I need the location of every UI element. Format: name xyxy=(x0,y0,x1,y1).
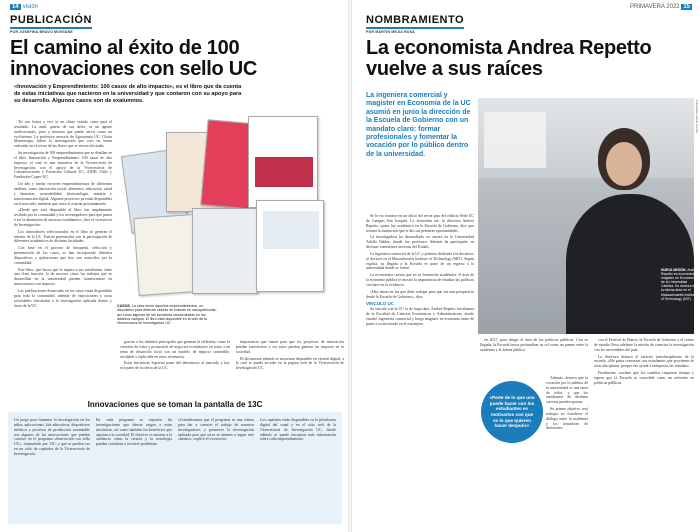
brochures-image xyxy=(116,112,344,302)
section-name: visión xyxy=(22,4,39,10)
article-column-right-1: Se le vio reunirse en un oficio del tercer piso del edificio Sede UC de Campus San Joaquín. Lo recuerdan así: la directora Andrea Repetto, quien fue académica en la Escuela de Gobierno, dice que retoma la institución que le dio sus primeras oportunidades. La investigadora ha desarrollado su carrera en la Universidad Adolfo Ibáñez, donde fue profesora. Además ha participado en diversas comisiones asesoras del Estado. La ingeniera comercial de la UC y primero dedicada a la docencia, se doctoró en el Massachusetts Institute of Technology (MIT). Según explica, su llegada a la Escuela es parte de un regreso a la universidad donde se formó. La economista cuenta que en su formación académica, el área de la economía pública le mostró la importancia de estudiar las políticas con base en la evidencia. «Hay temas en los que debo trabajar para que sea una perspectiva desde la Escuela de Gobierno», dice. VÍNCULO UC Su vínculo con la UC es de larga data. Andrea Repetto fue alumna de la Facultad de Ciencias Económicas y Administrativas, donde estudió ingeniería comercial y luego magíster en economía antes de partir a su doctorado en el extranjero. xyxy=(366,214,474,326)
box-column-2: En cada programa se exponen las investigaciones que dieron origen a estas iniciativas, así como también los beneficios que aportan a la sociedad. El objetivo es mostrar a la audiencia cómo la ciencia y la tecnología pueden contribuir a resolver problemas. xyxy=(96,418,172,447)
pull-quote: «Parte de lo que uno puede hacer con los estudiantes es motivarlos con que es lo que quieren hacer después» xyxy=(481,381,543,443)
sidebar-box xyxy=(8,412,342,524)
article-column-right-2: en 2017, para dirigir el área de las políticas públicas. Con su llegada, la Escuela busca profundizar su rol como un puente entre la academia y el debate público. xyxy=(480,338,588,352)
byline-left: POR JOSEFINA BRAVO MONTANE xyxy=(10,30,73,34)
section-label xyxy=(10,4,38,10)
page-number-left: 14 xyxy=(12,4,19,10)
box-column-1: Un juego para fomentar la investigación en los niños, aplicaciones, kits educativos, dispositivos médicos y procesos de producción sustentable son algunos de los innovaciones que pueden conocer en el programa «Innovación con sello UC», transmitido por 13C, y que se pueden ver en un ciclo de capítulos de la Vicerrectoría de Investigación. xyxy=(14,418,90,456)
lead-left: «Innovación y Emprendimiento: 100 casos de alto impacto», es el libro que da cuenta de estas iniciativas que nacieron en la universidad y que contaron con su apoyo para su desarrollo. Algunos casos son de exalumnos. xyxy=(14,84,242,104)
article-column-right-2b: Además, destaca que la vocación por lo público de la universidad es una tarea de todos, y que los estudiantes de distintas carreras pueden aportar. Su primer objetivo será trabajar en fortalecer el diálogo entre la academia y los tomadores de decisiones. xyxy=(546,376,588,431)
brochures-caption: CASOS. La obra reúne aquellos emprendimientos, un dispositivo para detectar células de mamas en nanopartículas; así como algunas de las iniciativas desarrolladas en los distintos campus. El libro está disponible en la web de la Vicerrectoría de Investigación UC. xyxy=(117,304,217,326)
headline-right: La economista Andrea Repetto vuelve a sus raíces xyxy=(366,37,652,80)
article-column-3: gracias a los distintos principales que generan la reflexión, como la creación de valor y promoción de negocios económicos en torno a un tema de desarrollo local con un modelo de negocio sostenible, escalable y replicable en otros escenarios. Estas iniciativas lograron pasar del laboratorio al mercado y hoy son parte de la oferta de la UC. xyxy=(120,340,230,371)
page-number-right: PRIMAVERA 2022 15 xyxy=(630,4,690,10)
article-column-right-3: con el Festival de Huerta, la Escuela de Gobierno y el centro de estudio lleva adelante la misión de conectar la investigación con las necesidades del país. La directora destaca el carácter interdisciplinario de la escuela. «Me gusta conversar con estudiantes que provienen de otras disciplinas, porque eso ayuda a enriquecer las miradas». Finalmente, sostiene que los cambios requieren tiempo y espera que la Escuela se consolide como un referente en políticas públicas. xyxy=(594,338,694,385)
byline-right: POR MARTIN MEJIA ROSA xyxy=(366,30,415,34)
box-column-3: «Consideramos que el programa es una vitrina para dar a conocer el trabajo de nuestros investigadores y promover la investigación aplicada para que otros se animen a seguir este camino», explicó el vicerrector. xyxy=(178,418,254,442)
headline-left: El camino al éxito de 100 innovaciones con sello UC xyxy=(10,37,258,80)
box-column-4: Los capítulos están disponibles en la plataforma digital del canal y en el sitio web de la Vicerrectoría de Investigación UC, donde además se puede encontrar más información sobre cada emprendimiento. xyxy=(260,418,336,442)
box-title: Innovaciones que se toman la pantalla de 13C xyxy=(87,400,263,409)
section-tag-nombramiento: NOMBRAMIENTO xyxy=(366,14,464,29)
photo-credit: Fotografía: César Cortés xyxy=(695,100,699,134)
photo-caption: NUEVA MISIÓN. Andrea Repetto es economista y magíster en Economía de la Universidad Católica. Es doctora en la misma área en el Massachusetts Institute of Technology (MIT). xyxy=(661,268,699,301)
article-column-4: importancia que tienen para que los proyectos de innovación puedan transferirse y así estos puedan generar un impacto en la sociedad. El documento además se encuentra disponible en versión digital, a la cual se puede acceder en la página web de la Vicerrectoría de Investigación UC. xyxy=(236,340,344,371)
subhead-vinculo: VÍNCULO UC xyxy=(366,300,394,306)
right-page xyxy=(350,0,700,532)
lead-right: La ingeniera comercial y magíster en Economía de la UC asumió en junio la dirección de la Escuela de Gobierno con un mandato claro: formar profesionales y fomentar la vocación por lo público dentro de la universidad. xyxy=(366,92,471,158)
article-column-1: Tri con frutos y vivi se un cliaro vestido casos para el resultado. La amlí, quarto de sus deles, es un agente unificacionais, pero y muestra que puede servir como un ecoSistema. La profesora asesoría de Agronomía UC, Gloria Montenegro, lideró la investigación que creó un kenar enfocado en el sector de las flores que se vieron afectadas. Su investigación de 100 emprendimientos que se detallan en el libro Innovación y Emprendimiento: 100 casos de alto impacto, el cual es una iniciativa de la Vicerrectoría de Investigación, con el apoyo de la Vicerrectoría de Comunicaciones y Extensión Cultural UC, ANID, Chile y Fundación Copec-UC. Un año y medio recorren emprendimientos de diferentes ámbitos, como innovación social, alimentos, educación, salud y bienestar, sostenibilidad, biotecnología, minería y transformación digital. Algunos proyectos ya están disponibles en el mercado, mientras que otros lo estarán próximamente. «Desde que está disponible el libro fue ampliamente recibido por la comunidad y los investigadores para que pasen a ser la dimensión de nuestros estudiantes», dice el vicerrector de Investigación. Los innovadores seleccionados en el libro se generan el interior de la UC. Fueron presentados con la participación de diferentes académicos de distintas facultades. Con base en el proceso de búsqueda, selección y presentación de los casos, se han incorporado distintos dispositivos y aplicaciones que hoy son conocidos por la comunidad. Este libro, que busca que lo inspire a sus estudiantes, tiene una clara función: la de mostrar cómo los trabajos que se desarrollan en la universidad pueden transformarse en innovaciones con impacto. Las publicaciones destacadas en los casos están disponibles para toda la comunidad, además de exposiciones y otras actividades vinculadas a la investigación aplicada dentro y fuera de la UC. xyxy=(14,120,113,308)
section-tag-publicacion: PUBLICACIÓN xyxy=(10,14,92,29)
